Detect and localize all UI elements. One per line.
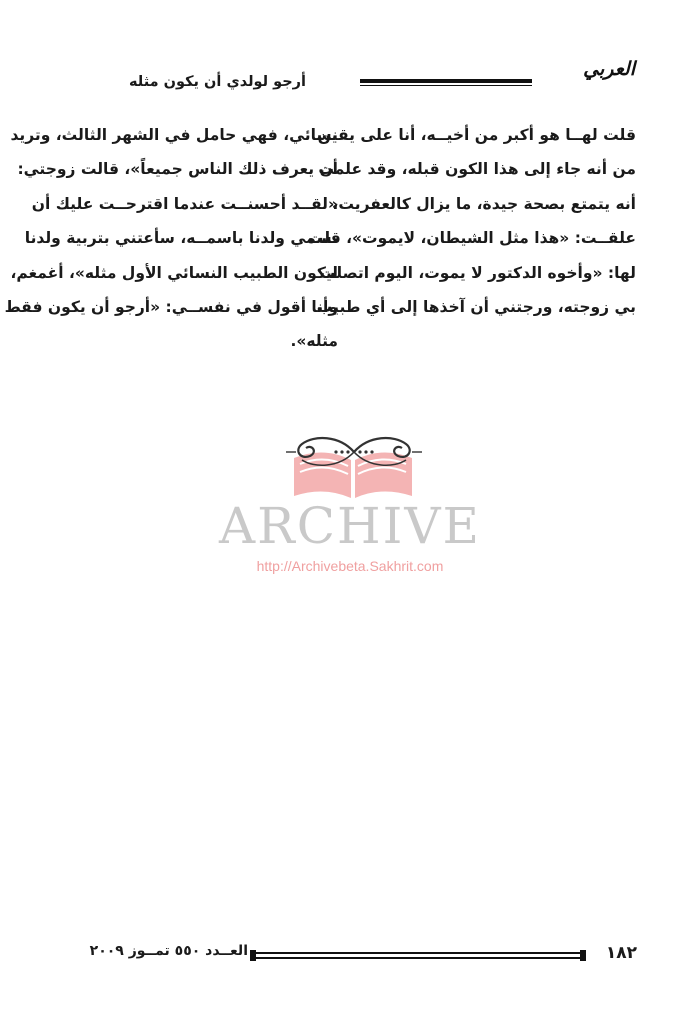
text-line: ليكون الطبيب النسائي الأول مثله»، أغمغم، xyxy=(10,263,338,282)
text-line: وأنا أقول في نفســي: «أرجو أن يكون فقط xyxy=(4,298,338,317)
footer-rule-cap-left xyxy=(250,950,256,961)
text-line: علقــت: «هذا مثل الشيطان، لايموت»، قلت xyxy=(307,229,636,248)
text-line: أن يعرف ذلك الناس جميعاً»، قالت زوجتي: xyxy=(17,160,338,179)
text-line: أنه يتمتع بصحة جيدة، ما يزال كالعفريت، xyxy=(332,194,636,213)
text-line: مثله». xyxy=(290,332,338,351)
watermark-ornament-icon xyxy=(284,430,424,474)
watermark-url: http://Archivebeta.Sakhrit.com xyxy=(256,558,444,574)
text-column-right xyxy=(307,118,636,324)
page-number: ١٨٢ xyxy=(605,943,637,963)
header-rule xyxy=(360,79,532,83)
magazine-logo: العربي xyxy=(583,58,635,80)
footer-rule xyxy=(253,952,583,959)
text-line: من أنه جاء إلى هذا الكون قبله، وقد علمت xyxy=(318,160,636,179)
text-line: بي زوجته، ورجتني أن آخذها إلى أي طبيب xyxy=(316,298,636,317)
text-line: قلت لهــا هو أكبر من أخيــه، أنا على يقين xyxy=(317,126,636,144)
footer-rule-cap-right xyxy=(580,950,586,961)
header-rule-thin xyxy=(360,85,532,86)
watermark-title: ARCHIVE xyxy=(219,497,481,555)
text-line: لها: «وأخوه الدكتور لا يموت، اليوم اتصلت xyxy=(319,263,636,282)
text-line: نسائي، فهي حامل في الشهر الثالث، وتريد xyxy=(10,126,338,144)
running-title: أرجو لولدي أن يكون مثله xyxy=(129,74,306,90)
text-line: نسمي ولدنا باسمــه، سأعتني بتربية ولدنا xyxy=(24,229,338,248)
text-column-left xyxy=(4,118,338,359)
text-line: «لقــد أحسنــت عندما اقترحــت عليك أن xyxy=(31,194,338,213)
issue-info: العــدد ٥٥٠ تمــوز ٢٠٠٩ xyxy=(89,943,248,959)
